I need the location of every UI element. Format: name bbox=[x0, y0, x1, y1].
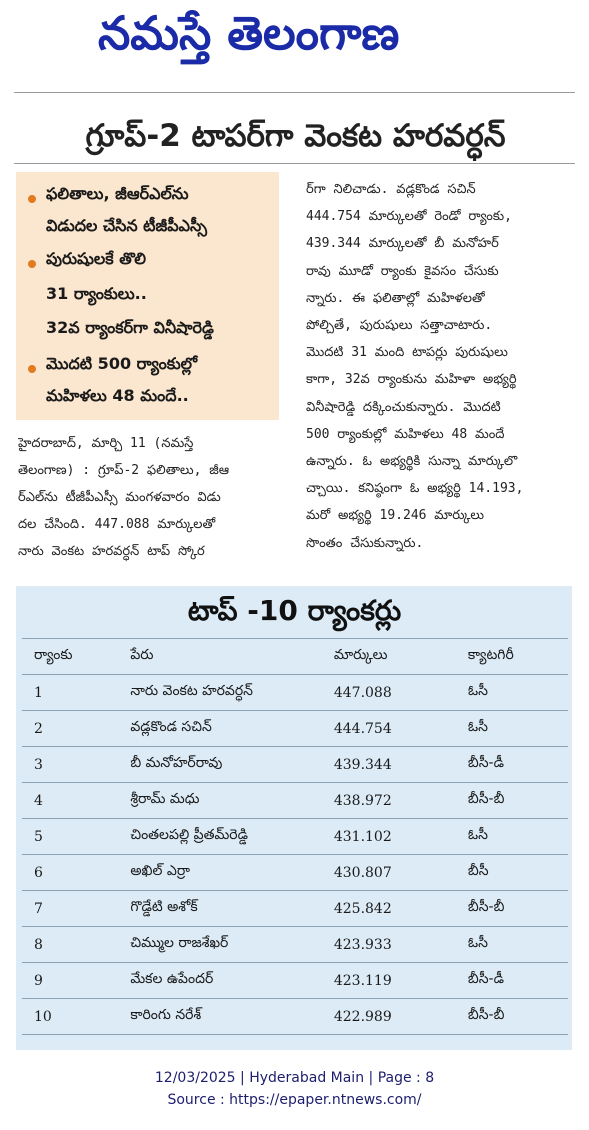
table-row bbox=[22, 711, 568, 747]
body-line: నారు వెంకట హరవర్ధన్ టాప్ స్కోర bbox=[18, 544, 205, 559]
rankers-table-title: టాప్ -10 ర్యాంకర్లు bbox=[187, 594, 402, 627]
bullet-icon bbox=[28, 195, 36, 203]
marks-cell: 423.933 bbox=[328, 927, 462, 963]
rank-cell: 9 bbox=[22, 963, 124, 999]
body-line: మొదటి 31 మంది టాపర్లు పురుషులు bbox=[306, 345, 508, 361]
category-cell: ఓసీ bbox=[462, 711, 568, 747]
rank-cell: 8 bbox=[22, 927, 124, 963]
marks-cell: 425.842 bbox=[328, 891, 462, 927]
header-marks: మార్కులు bbox=[328, 639, 462, 675]
table-row bbox=[22, 927, 568, 963]
table-header-row bbox=[22, 639, 568, 675]
body-line: రావు మూడో ర్యాంకు కైవసం చేసుకు bbox=[306, 263, 499, 279]
category-cell: బీసీ-డీ bbox=[462, 963, 568, 999]
rank-cell: 2 bbox=[22, 711, 124, 747]
article-body-right bbox=[306, 176, 576, 557]
header-name: పేరు bbox=[124, 639, 328, 675]
body-line: న్నారు. ఈ ఫలితాల్లో మహిళలతో bbox=[306, 290, 485, 306]
name-cell: బీ మనోహర్‌రావు bbox=[124, 747, 328, 783]
body-line: 500 ర్యాంకుల్లో మహిళలు 48 మందే bbox=[306, 426, 505, 442]
category-cell: బీసీ-బీ bbox=[462, 999, 568, 1035]
name-cell: కారింగు నరేశ్ bbox=[124, 999, 328, 1035]
body-line: హైదరాబాద్, మార్చి 11 (నమస్తే bbox=[18, 436, 194, 451]
table-row bbox=[22, 675, 568, 711]
table-row bbox=[22, 819, 568, 855]
body-line: మరో అభ్యర్థి 19.246 మార్కులు bbox=[306, 508, 485, 524]
marks-cell: 430.807 bbox=[328, 855, 462, 891]
body-line: తెలంగాణ) : గ్రూప్-2 ఫలితాలు, జీఆ bbox=[18, 463, 230, 478]
masthead bbox=[0, 0, 589, 86]
body-line: ఉన్నారు. ఓ అభ్యర్థికి సున్నా మార్కులొ bbox=[306, 454, 518, 470]
category-cell: ఓసీ bbox=[462, 927, 568, 963]
body-line: 439.344 మార్కులతో బీ మనోహర్ bbox=[306, 236, 499, 252]
body-line: చ్చాయి. కనిష్ఠంగా ఓ అభ్యర్థి 14.193, bbox=[306, 481, 524, 497]
marks-cell: 423.119 bbox=[328, 963, 462, 999]
category-cell: బీసీ bbox=[462, 855, 568, 891]
footer-source-link[interactable]: Source : https://epaper.ntnews.com/ bbox=[167, 1092, 422, 1108]
highlight-line: 32వ ర్యాంకర్‌గా వినీషారెడ్డి bbox=[46, 318, 214, 337]
highlight-line: మొదటి 500 ర్యాంకుల్లో bbox=[46, 354, 198, 373]
marks-cell: 431.102 bbox=[328, 819, 462, 855]
table-row bbox=[22, 855, 568, 891]
rank-cell: 5 bbox=[22, 819, 124, 855]
marks-cell: 438.972 bbox=[328, 783, 462, 819]
name-cell: అఖిల్ ఎర్రా bbox=[124, 855, 328, 891]
body-line: కాగా, 32వ ర్యాంకును మహిళా అభ్యర్థి bbox=[306, 372, 517, 388]
article-headline: గ్రూప్-2 టాపర్‌గా వెంకట హరవర్ధన్ bbox=[85, 118, 506, 154]
highlight-line: ఫలితాలు, జీఆర్‌ఎల్‌ను bbox=[46, 184, 189, 203]
masthead-divider bbox=[14, 92, 575, 93]
headline-divider bbox=[14, 163, 575, 164]
body-line: ర్‌ఎల్‌ను టీజీపీఎస్సీ మంగళవారం విడు bbox=[18, 490, 221, 505]
rank-cell: 3 bbox=[22, 747, 124, 783]
bullet-icon bbox=[28, 260, 36, 268]
highlights-box bbox=[16, 172, 279, 420]
body-line: వినీషారెడ్డి దక్కించుకున్నారు. మొదటి bbox=[306, 399, 501, 415]
name-cell: వడ్లకొండ సచిన్ bbox=[124, 711, 328, 747]
highlight-line: 31 ర్యాంకులు.. bbox=[46, 284, 147, 303]
table-row bbox=[22, 963, 568, 999]
body-line: దల చేసింది. 447.088 మార్కులతో bbox=[18, 517, 216, 532]
table-row bbox=[22, 891, 568, 927]
name-cell: చిమ్ముల రాజశేఖర్ bbox=[124, 927, 328, 963]
rank-cell: 7 bbox=[22, 891, 124, 927]
article-body-left bbox=[18, 430, 283, 565]
name-cell: మేకల ఉపేందర్ bbox=[124, 963, 328, 999]
rankers-table bbox=[22, 638, 568, 1035]
category-cell: బీసీ-బీ bbox=[462, 783, 568, 819]
bullet-icon bbox=[28, 365, 36, 373]
footer-edition-info: 12/03/2025 | Hyderabad Main | Page : 8 bbox=[154, 1070, 435, 1086]
category-cell: ఓసీ bbox=[462, 675, 568, 711]
masthead-logo: నమస్తే తెలంగాణ bbox=[98, 6, 400, 60]
name-cell: చింతలపల్లి ప్రీతమ్‌రెడ్డి bbox=[124, 819, 328, 855]
highlight-line: మహిళలు 48 మందే.. bbox=[46, 386, 189, 405]
rank-cell: 10 bbox=[22, 999, 124, 1035]
header-category: క్యాటగిరీ bbox=[462, 639, 568, 675]
body-line: ర్‌గా నిలిచాడు. వడ్లకొండ సచిన్ bbox=[306, 182, 476, 197]
body-line: పోల్చితే, పురుషులు సత్తాచాటారు. bbox=[306, 318, 493, 334]
body-line: 444.754 మార్కులతో రెండో ర్యాంకు, bbox=[306, 209, 512, 225]
category-cell: బీసీ-బీ bbox=[462, 891, 568, 927]
body-line: సొంతం చేసుకున్నారు. bbox=[306, 535, 424, 551]
name-cell: గొడ్డేటి అశోక్ bbox=[124, 891, 328, 927]
marks-cell: 439.344 bbox=[328, 747, 462, 783]
header-rank: ర్యాంకు bbox=[22, 639, 124, 675]
category-cell: బీసీ-డీ bbox=[462, 747, 568, 783]
category-cell: ఓసీ bbox=[462, 819, 568, 855]
highlight-line: పురుషులకే తొలి bbox=[46, 249, 146, 268]
marks-cell: 447.088 bbox=[328, 675, 462, 711]
table-row bbox=[22, 747, 568, 783]
marks-cell: 422.989 bbox=[328, 999, 462, 1035]
rank-cell: 6 bbox=[22, 855, 124, 891]
rank-cell: 4 bbox=[22, 783, 124, 819]
rank-cell: 1 bbox=[22, 675, 124, 711]
marks-cell: 444.754 bbox=[328, 711, 462, 747]
name-cell: శ్రీరామ్ మధు bbox=[124, 783, 328, 819]
table-row bbox=[22, 999, 568, 1035]
table-row bbox=[22, 783, 568, 819]
name-cell: నారు వెంకట హరవర్ధన్ bbox=[124, 675, 328, 711]
highlight-line: విడుదల చేసిన టీజీపీఎస్సీ bbox=[46, 216, 207, 235]
